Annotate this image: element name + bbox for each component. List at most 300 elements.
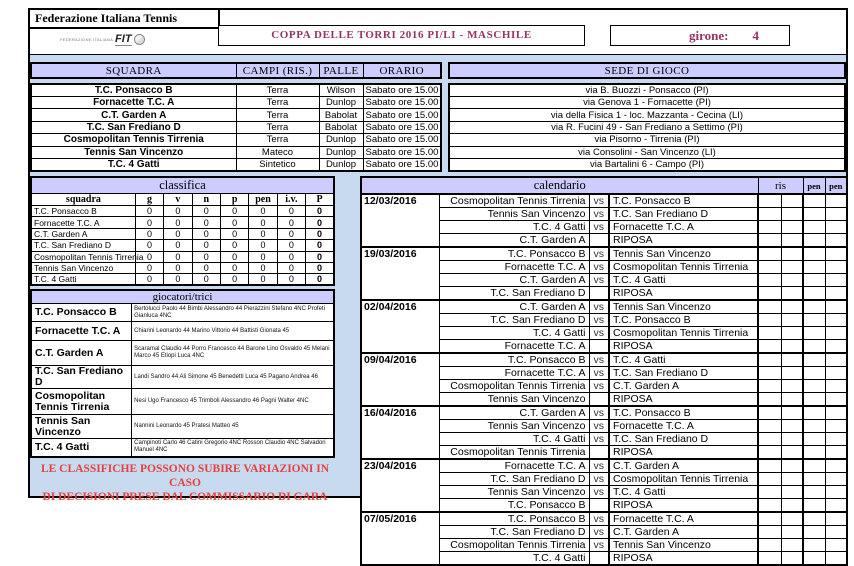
ris-cell <box>758 446 781 460</box>
home-team-cell: T.C. Ponsacco B <box>439 512 589 526</box>
pen-cell <box>825 194 847 208</box>
ris-cell <box>781 552 803 566</box>
classifica-value-cell: 0 <box>277 228 305 239</box>
palle-cell: Dunlop <box>319 134 363 146</box>
ris-cell <box>758 552 781 566</box>
classifica-value-cell: 0 <box>164 228 192 239</box>
calendario-match-row <box>361 459 847 473</box>
teams-table-row <box>31 134 441 146</box>
ris-cell <box>758 261 781 274</box>
document-content-box <box>28 8 848 564</box>
away-team-cell: RIPOSA <box>609 234 758 248</box>
pen-cell <box>803 327 825 340</box>
classifica-value-cell: 0 <box>192 206 220 217</box>
sede-table-row <box>449 121 845 133</box>
vs-cell <box>589 340 609 354</box>
ris-cell <box>781 247 803 261</box>
classifica-value-cell: 0 <box>306 217 334 228</box>
campi-cell: Mateco <box>236 146 319 158</box>
ris-cell <box>781 526 803 539</box>
away-team-cell: C.T. Garden A <box>609 526 758 539</box>
pen-cell <box>825 552 847 566</box>
classifica-value-cell: 0 <box>164 217 192 228</box>
ris-cell <box>781 499 803 513</box>
home-team-cell: Fornacette T.C. A <box>439 459 589 473</box>
classifica-value-cell: 0 <box>249 251 277 262</box>
ris-cell <box>781 393 803 407</box>
campi-cell: Terra <box>236 134 319 146</box>
ris-cell <box>781 340 803 354</box>
giocatori-team-cell: T.C. 4 Gatti <box>31 439 132 457</box>
classifica-value-cell: 0 <box>135 274 163 286</box>
pen-cell <box>803 353 825 367</box>
home-team-cell: Tennis San Vincenzo <box>439 420 589 433</box>
ris-cell <box>781 486 803 499</box>
ris-cell <box>781 274 803 287</box>
calendario-match-row <box>361 353 847 367</box>
sede-cell: via B. Buozzi - Ponsacco (PI) <box>449 84 845 97</box>
pen-cell <box>825 274 847 287</box>
vs-cell: vs <box>589 380 609 393</box>
team-name-cell: Cosmopolitan Tennis Tirrenia <box>31 134 236 146</box>
pen-cell <box>803 406 825 420</box>
classifica-col-header: squadra <box>31 194 135 206</box>
classifica-value-cell: 0 <box>220 262 248 273</box>
sede-cell: via Pisorno - Tirrenia (PI) <box>449 134 845 146</box>
classifica-value-cell: 0 <box>249 228 277 239</box>
classifica-row <box>31 251 334 262</box>
ris-cell <box>781 353 803 367</box>
classifica-value-cell: 0 <box>277 274 305 286</box>
classifica-title: classifica <box>31 177 334 194</box>
ris-cell <box>758 473 781 486</box>
pen-cell <box>825 314 847 327</box>
classifica-value-cell: 0 <box>249 240 277 251</box>
vs-cell: vs <box>589 459 609 473</box>
sede-cell: via della Fisica 1 - loc. Mazzanta - Cecina (LI) <box>449 109 845 121</box>
sede-table-row <box>449 109 845 121</box>
palle-cell: Dunlop <box>319 97 363 109</box>
col-header-palle: PALLE <box>319 63 363 78</box>
team-name-cell: T.C. 4 Gatti <box>31 158 236 171</box>
giocatori-team-cell: Fornacette T.C. A <box>31 322 132 341</box>
team-name-cell: C.T. Garden A <box>31 109 236 121</box>
sede-cell: via Bartalini 6 - Campo (PI) <box>449 158 845 171</box>
home-team-cell: Cosmopolitan Tennis Tirrenia <box>439 380 589 393</box>
away-team-cell: T.C. Ponsacco B <box>609 406 758 420</box>
giocatori-table <box>30 289 335 458</box>
ris-cell <box>781 234 803 248</box>
tennis-ball-icon <box>134 34 145 45</box>
teams-table-row <box>31 109 441 121</box>
vs-cell: vs <box>589 261 609 274</box>
classifica-value-cell: 0 <box>249 274 277 286</box>
classifica-value-cell: 0 <box>135 228 163 239</box>
home-team-cell: C.T. Garden A <box>439 234 589 248</box>
sede-table-row <box>449 158 845 171</box>
ris-cell <box>758 393 781 407</box>
away-team-cell: T.C. San Frediano D <box>609 208 758 221</box>
ris-cell <box>758 194 781 208</box>
away-team-cell: Tennis San Vincenzo <box>609 247 758 261</box>
pen-cell <box>825 420 847 433</box>
campi-cell: Terra <box>236 121 319 133</box>
palle-cell: Dunlop <box>319 158 363 171</box>
classifica-row <box>31 228 334 239</box>
pen-cell <box>825 406 847 420</box>
pen-cell <box>803 552 825 566</box>
classifica-value-cell: 0 <box>277 217 305 228</box>
sede-table-row <box>449 97 845 109</box>
home-team-cell: T.C. Ponsacco B <box>439 247 589 261</box>
vs-cell: vs <box>589 221 609 234</box>
match-date-cell: 07/05/2016 <box>361 512 439 565</box>
classifica-value-cell: 0 <box>220 206 248 217</box>
ris-cell <box>781 539 803 552</box>
classifica-team-cell: T.C. Ponsacco B <box>31 206 135 217</box>
classifica-value-cell: 0 <box>135 240 163 251</box>
calendario-match-row <box>361 247 847 261</box>
giocatori-players-cell: Nesi Ugo Francesco 45 Trimboli Alessandro 46 Pagni Walter 4NC <box>132 389 334 415</box>
team-name-cell: T.C. San Frediano D <box>31 121 236 133</box>
classifica-value-cell: 0 <box>306 206 334 217</box>
ris-cell <box>758 247 781 261</box>
classifica-value-cell: 0 <box>277 206 305 217</box>
classifica-col-header: i.v. <box>277 194 305 206</box>
sede-table-row <box>449 146 845 158</box>
ris-cell <box>758 420 781 433</box>
classifica-team-cell: Fornacette T.C. A <box>31 217 135 228</box>
away-team-cell: Fornacette T.C. A <box>609 512 758 526</box>
giocatori-row <box>31 341 334 366</box>
giocatori-team-cell: T.C. Ponsacco B <box>31 304 132 322</box>
sede-cell: via R. Fucini 49 - San Frediano a Settimo (PI) <box>449 121 845 133</box>
vs-cell: vs <box>589 433 609 446</box>
vs-cell <box>589 393 609 407</box>
document-header <box>30 10 846 55</box>
campi-cell: Terra <box>236 109 319 121</box>
vs-cell: vs <box>589 526 609 539</box>
away-team-cell: T.C. San Frediano D <box>609 433 758 446</box>
orario-cell: Sabato ore 15.00 <box>363 109 441 121</box>
home-team-cell: Tennis San Vincenzo <box>439 208 589 221</box>
ris-cell <box>758 539 781 552</box>
pen-cell <box>825 234 847 248</box>
col-header-orario: ORARIO <box>363 63 441 78</box>
col-header-squadra: SQUADRA <box>31 63 236 78</box>
pen-cell <box>825 221 847 234</box>
vs-cell: vs <box>589 512 609 526</box>
home-team-cell: Tennis San Vincenzo <box>439 486 589 499</box>
disclaimer-line-2: DI DECISIONI PRESE DAL COMMISSARIO DI GARA <box>42 491 328 503</box>
giocatori-players-cell: Scaramal Claudio 44 Porro Francesco 44 Barone Lino Osvaldo 45 Melani Marco 45 Etiopi Luca 4NC <box>132 341 334 366</box>
ris-cell <box>781 300 803 314</box>
calendario-table <box>360 176 848 566</box>
home-team-cell: C.T. Garden A <box>439 406 589 420</box>
classifica-row <box>31 274 334 286</box>
home-team-cell: Cosmopolitan Tennis Tirrenia <box>439 539 589 552</box>
pen-cell <box>825 380 847 393</box>
classifica-value-cell: 0 <box>306 240 334 251</box>
home-team-cell: Tennis San Vincenzo <box>439 393 589 407</box>
pen-cell <box>825 367 847 380</box>
ris-cell <box>781 194 803 208</box>
classifica-value-cell: 0 <box>277 262 305 273</box>
classifica-value-cell: 0 <box>135 251 163 262</box>
orario-cell: Sabato ore 15.00 <box>363 121 441 133</box>
classifica-value-cell: 0 <box>220 228 248 239</box>
pen-cell <box>803 486 825 499</box>
ris-cell <box>758 499 781 513</box>
match-date-cell: 19/03/2016 <box>361 247 439 300</box>
home-team-cell: T.C. San Frediano D <box>439 287 589 301</box>
vs-cell: vs <box>589 539 609 552</box>
teams-table-header <box>30 62 442 79</box>
vs-cell <box>589 499 609 513</box>
vs-cell: vs <box>589 473 609 486</box>
classifica-value-cell: 0 <box>135 206 163 217</box>
classifica-value-cell: 0 <box>192 262 220 273</box>
pen-cell <box>803 433 825 446</box>
pen-cell <box>825 393 847 407</box>
match-date-cell: 16/04/2016 <box>361 406 439 459</box>
away-team-cell: T.C. 4 Gatti <box>609 353 758 367</box>
campi-cell: Terra <box>236 97 319 109</box>
home-team-cell: Fornacette T.C. A <box>439 367 589 380</box>
pen-cell <box>803 247 825 261</box>
girone-value: 4 <box>752 27 759 43</box>
sede-table-row <box>449 84 845 97</box>
home-team-cell: C.T. Garden A <box>439 300 589 314</box>
classifica-table <box>30 176 335 286</box>
away-team-cell: RIPOSA <box>609 552 758 566</box>
classifica-value-cell: 0 <box>306 274 334 286</box>
pen-cell <box>825 446 847 460</box>
teams-table-row <box>31 97 441 109</box>
ris-cell <box>758 208 781 221</box>
classifica-value-cell: 0 <box>164 274 192 286</box>
giocatori-players-cell: Bertolucci Paolo 44 Bimbi Alessandro 44 Pierazzini Stefano 4NC Profeti Gianluca 4NC <box>132 304 334 322</box>
vs-cell: vs <box>589 367 609 380</box>
pen-cell <box>803 340 825 354</box>
away-team-cell: Cosmopolitan Tennis Tirrenia <box>609 327 758 340</box>
classifica-value-cell: 0 <box>164 240 192 251</box>
sede-table-row <box>449 134 845 146</box>
classifica-col-header: n <box>192 194 220 206</box>
giocatori-players-cell: Campinoti Carlo 46 Catini Gregorio 4NC Rosson Claudio 4NC Salvadori Manuel 4NC <box>132 439 334 457</box>
pen-cell <box>825 353 847 367</box>
teams-table-row <box>31 121 441 133</box>
ris-cell <box>758 367 781 380</box>
pen-cell <box>825 512 847 526</box>
col-header-campi: CAMPI (RIS.) <box>236 63 319 78</box>
ris-cell <box>781 221 803 234</box>
sede-table-header <box>448 62 846 79</box>
ris-cell <box>758 314 781 327</box>
calendario-match-row <box>361 512 847 526</box>
palle-cell: Babolat <box>319 109 363 121</box>
classifica-team-cell: C.T. Garden A <box>31 228 135 239</box>
pen-cell <box>803 459 825 473</box>
calendario-match-row <box>361 300 847 314</box>
home-team-cell: T.C. Ponsacco B <box>439 499 589 513</box>
away-team-cell: RIPOSA <box>609 446 758 460</box>
pen-cell <box>825 486 847 499</box>
giocatori-team-cell: C.T. Garden A <box>31 341 132 366</box>
federation-title: Federazione Italiana Tennis <box>35 11 178 25</box>
away-team-cell: Cosmopolitan Tennis Tirrenia <box>609 473 758 486</box>
ris-cell <box>758 340 781 354</box>
ris-cell <box>781 314 803 327</box>
pen-cell <box>825 526 847 539</box>
home-team-cell: T.C. San Frediano D <box>439 314 589 327</box>
ris-cell <box>781 459 803 473</box>
col-header-sede: SEDE DI GIOCO <box>449 63 845 78</box>
sede-cell: via Consolini - San Vincenzo (LI) <box>449 146 845 158</box>
away-team-cell: T.C. Ponsacco B <box>609 314 758 327</box>
ris-cell <box>781 261 803 274</box>
pen-cell <box>803 512 825 526</box>
vs-cell: vs <box>589 353 609 367</box>
pen-cell <box>803 446 825 460</box>
ris-cell <box>781 473 803 486</box>
home-team-cell: T.C. 4 Gatti <box>439 552 589 566</box>
pen-cell <box>803 194 825 208</box>
ris-cell <box>781 512 803 526</box>
classifica-row <box>31 262 334 273</box>
classifica-value-cell: 0 <box>192 217 220 228</box>
away-team-cell: Tennis San Vincenzo <box>609 300 758 314</box>
away-team-cell: RIPOSA <box>609 287 758 301</box>
pen-cell <box>803 314 825 327</box>
orario-cell: Sabato ore 15.00 <box>363 146 441 158</box>
girone-box <box>610 25 790 46</box>
classifica-row <box>31 206 334 217</box>
away-team-cell: C.T. Garden A <box>609 380 758 393</box>
match-date-cell: 12/03/2016 <box>361 194 439 247</box>
vs-cell: vs <box>589 300 609 314</box>
campi-cell: Terra <box>236 84 319 97</box>
away-team-cell: C.T. Garden A <box>609 459 758 473</box>
orario-cell: Sabato ore 15.00 <box>363 84 441 97</box>
home-team-cell: T.C. San Frediano D <box>439 473 589 486</box>
home-team-cell: Cosmopolitan Tennis Tirrenia <box>439 194 589 208</box>
classifica-value-cell: 0 <box>135 262 163 273</box>
giocatori-players-cell: Chiarini Leonardo 44 Marino Vittorio 44 Battisti Gionata 45 <box>132 322 334 341</box>
away-team-cell: T.C. 4 Gatti <box>609 486 758 499</box>
vs-cell: vs <box>589 208 609 221</box>
pen-cell <box>825 459 847 473</box>
orario-cell: Sabato ore 15.00 <box>363 134 441 146</box>
home-team-cell: T.C. Ponsacco B <box>439 353 589 367</box>
pen-cell <box>803 287 825 301</box>
giocatori-row <box>31 322 334 341</box>
match-date-cell: 23/04/2016 <box>361 459 439 512</box>
campi-cell: Sintetico <box>236 158 319 171</box>
classifica-value-cell: 0 <box>220 251 248 262</box>
home-team-cell: Fornacette T.C. A <box>439 261 589 274</box>
palle-cell: Wilson <box>319 84 363 97</box>
palle-cell: Babolat <box>319 121 363 133</box>
vs-cell: vs <box>589 274 609 287</box>
classifica-row <box>31 240 334 251</box>
pen-cell <box>803 526 825 539</box>
away-team-cell: T.C. San Frediano D <box>609 367 758 380</box>
home-team-cell: C.T. Garden A <box>439 274 589 287</box>
giocatori-players-cell: Landi Sandro 44 Ali Simone 45 Benedetti Luca 45 Pagano Andrea 46 <box>132 366 334 389</box>
teams-table-row <box>31 146 441 158</box>
pen-cell <box>825 261 847 274</box>
pen-cell <box>825 327 847 340</box>
away-team-cell: T.C. Ponsacco B <box>609 194 758 208</box>
ris-cell <box>781 380 803 393</box>
girone-label: girone: <box>689 27 729 43</box>
pen-cell <box>825 433 847 446</box>
pen-cell <box>803 261 825 274</box>
orario-cell: Sabato ore 15.00 <box>363 158 441 171</box>
vs-cell <box>589 287 609 301</box>
away-team-cell: Cosmopolitan Tennis Tirrenia <box>609 261 758 274</box>
pen-cell <box>803 234 825 248</box>
ris-cell <box>758 512 781 526</box>
classifica-team-cell: T.C. San Frediano D <box>31 240 135 251</box>
ris-cell <box>758 327 781 340</box>
team-name-cell: Tennis San Vincenzo <box>31 146 236 158</box>
pen-cell <box>803 221 825 234</box>
calendario-match-row <box>361 406 847 420</box>
pen-cell <box>803 367 825 380</box>
pen-column-header-2: pen <box>825 177 847 194</box>
vs-cell: vs <box>589 406 609 420</box>
pen-cell <box>803 420 825 433</box>
vs-cell <box>589 234 609 248</box>
ris-cell <box>758 287 781 301</box>
away-team-cell: RIPOSA <box>609 499 758 513</box>
classifica-value-cell: 0 <box>306 262 334 273</box>
home-team-cell: Fornacette T.C. A <box>439 340 589 354</box>
teams-table <box>30 83 442 172</box>
classifica-value-cell: 0 <box>220 274 248 286</box>
ris-cell <box>781 367 803 380</box>
away-team-cell: RIPOSA <box>609 340 758 354</box>
classifica-value-cell: 0 <box>220 240 248 251</box>
ris-cell <box>758 406 781 420</box>
giocatori-team-cell: Tennis San Vincenzo <box>31 415 132 439</box>
classifica-value-cell: 0 <box>249 217 277 228</box>
pen-cell <box>803 393 825 407</box>
classifica-value-cell: 0 <box>306 228 334 239</box>
pen-cell <box>803 380 825 393</box>
classifica-col-header: pen <box>249 194 277 206</box>
ris-cell <box>781 406 803 420</box>
home-team-cell: T.C. 4 Gatti <box>439 221 589 234</box>
vs-cell <box>589 552 609 566</box>
classifica-value-cell: 0 <box>164 251 192 262</box>
classifica-value-cell: 0 <box>277 240 305 251</box>
pen-cell <box>803 539 825 552</box>
classifica-value-cell: 0 <box>192 240 220 251</box>
away-team-cell: RIPOSA <box>609 393 758 407</box>
ris-cell <box>781 327 803 340</box>
home-team-cell: Cosmopolitan Tennis Tirrenia <box>439 446 589 460</box>
pen-cell <box>803 208 825 221</box>
pen-cell <box>825 539 847 552</box>
pen-cell <box>825 499 847 513</box>
ris-column-header: ris <box>758 177 803 194</box>
giocatori-title: giocatori/trici <box>31 290 334 304</box>
teams-table-row <box>31 84 441 97</box>
pen-cell <box>825 300 847 314</box>
